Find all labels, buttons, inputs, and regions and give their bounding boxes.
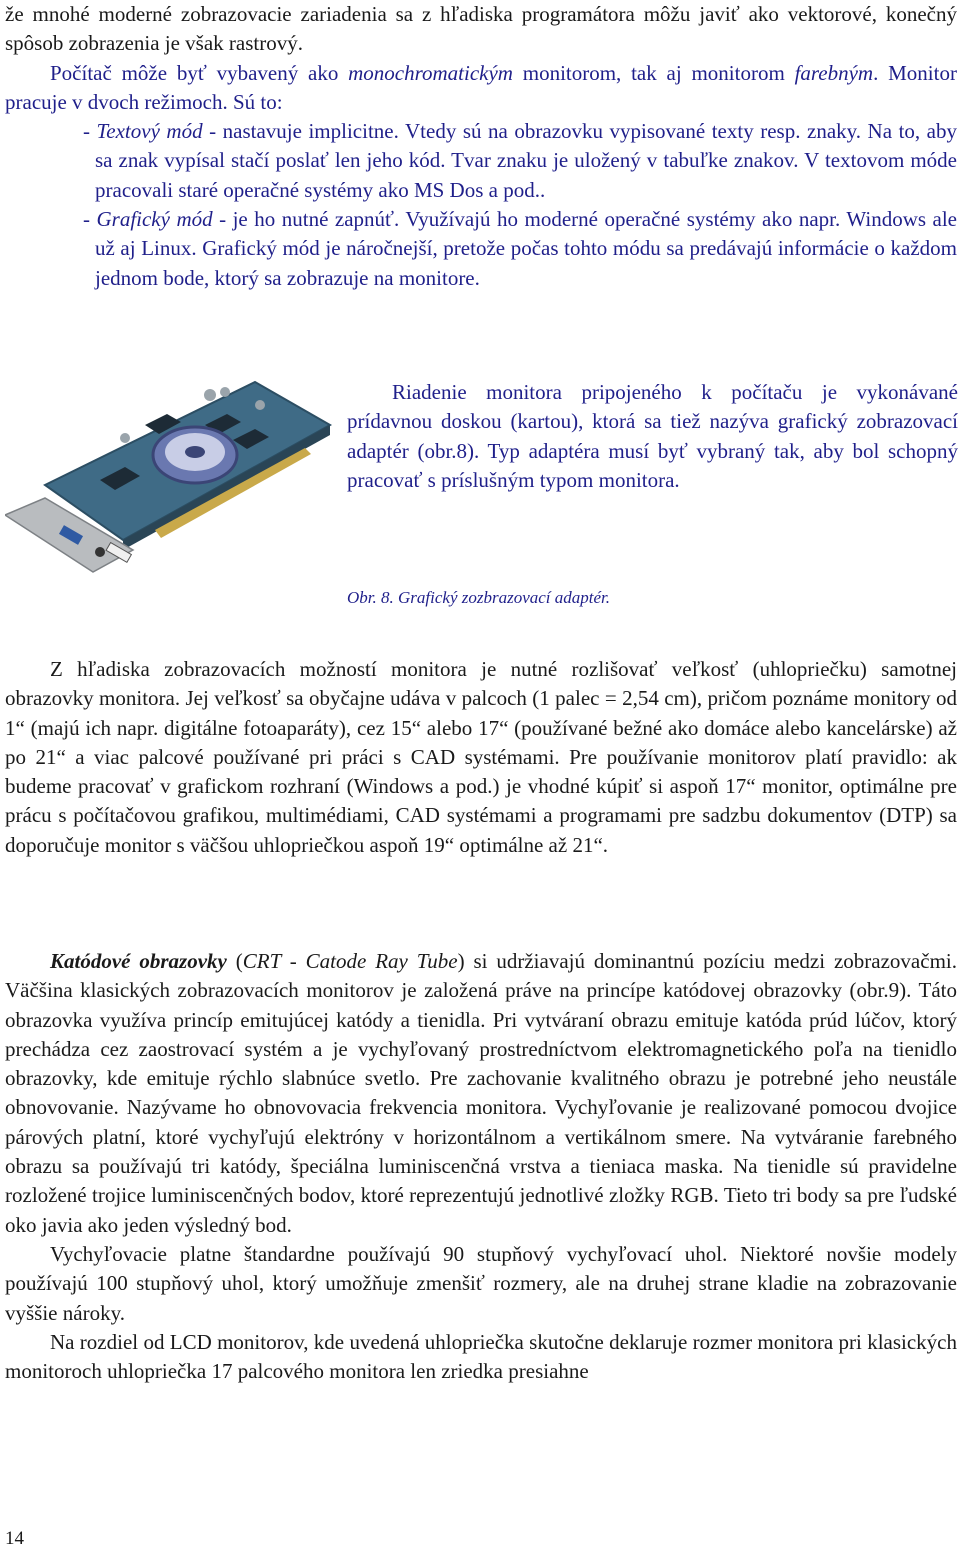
modes-intro-paragraph	[5, 59, 957, 118]
crt-paragraph	[5, 947, 957, 1240]
crt-abbreviation: CRT - Catode Ray Tube	[242, 949, 458, 973]
graphics-card-illustration	[5, 380, 335, 575]
intro-line: že mnohé moderné zobrazovacie zariadenia sa z hľadiska programátora môžu javiť ako vektorové, konečný spôsob zobrazenia je však rastrový.	[5, 2, 957, 56]
screen-size-paragraph: Z hľadiska zobrazovacích možností monitora je nutné rozlišovať veľkosť (uhlopriečku) samotnej obrazovky monitora. Jej veľkosť sa obyčajne udáva v palcoch (1 palec = 2,54 cm), pričom poznáme monitory od 1“ (majú ich napr. digitálne fotoaparáty), cez 15“ alebo 17“ (používané bežné ako domáce alebo kancelárske) až po 21“ a viac palcové používané pri práci s CAD systémami. Pre používanie monitorov platí pravidlo: ak budeme pracovať v grafickom rozhraní (Windows a pod.) je vhodné kúpiť si aspoň 17“ monitor, optimálne pre prácu s počítačovou grafikou, multimédiami, CAD systémami a programami pre sadzbu dokumentov (DTP) sa doporučuje monitor s väčšou uhlopriečkou aspoň 19“ optimálne až 21“.	[5, 657, 957, 857]
lcd-comparison-paragraph: Na rozdiel od LCD monitorov, kde uvedená uhlopriečka skutočne deklaruje rozmer monitora pri klasických monitoroch uhlopriečka 17 palcového monitora len zriedka presiahne	[5, 1329, 957, 1384]
text-mode-description: - nastavuje implicitne. Vtedy sú na obrazovku vypisované texty resp. znaky. Na to, aby sa znak vypísal stačí poslať len jeho kód. Tvar znaku je uložený v tabuľke znakov. V textovom móde pracovali staré operačné systémy ako MS Dos a pod..	[95, 119, 957, 202]
graphic-mode-term: Grafický mód	[96, 207, 213, 232]
screen-size-section	[5, 655, 957, 860]
text-mode-dash: -	[83, 119, 97, 144]
color-term: farebným	[794, 60, 874, 85]
page-number: 14	[5, 1528, 24, 1549]
graphic-mode-dash: -	[83, 207, 97, 232]
graphic-mode-item	[5, 205, 957, 293]
modes-intro-text-a: Počítač môže byť vybavený ako	[50, 60, 349, 85]
crt-text: ) si udržiavajú dominantnú pozíciu medzi zobrazovačmi. Väčšina klasických zobrazovacích monitorov je založená práve na princípe katódovej obrazovky (obr.9). Táto obrazovka využíva princíp emitujúcej katódy a tienidla. Pri vytváraní obrazu emituje katóda prúd lúčov, ktorý prechádza cez zaostrovací systém a je vychyľovaný prostredníctvom elektromagnetického poľa na tienidlo obrazovky, kde emituje rýchlo slabnúce svetlo. Pre zachovanie kvalitného obrazu je potrebné jeho neustále obnovovanie. Nazývame ho obnovovacia frekvencia monitora. Vychyľovanie je realizované pomocou dvojice párových platní, ktoré vychyľujú elektróny v horizontálnom a vertikálnom smere. Na vytváranie farebného obrazu sa používajú tri katódy, špeciálna luminiscenčná vrstva a tieniaca maska. Na tienidle sú pravidelne rozložené trojice luminiscenčných bodov, ktoré reprezentujú jednotlivé zložky RGB. Tieto tri body sa pre ľudské oko javia ako jeden výsledný bod.	[5, 949, 957, 1237]
graphics-card-image	[5, 380, 335, 575]
monochrome-term: monochromatickým	[348, 60, 513, 85]
modes-intro-text-c: . Monitor pracuje v dvoch režimoch. Sú to:	[5, 60, 957, 114]
graphic-mode-description: - je ho nutné zapnúť. Využívajú ho moderné operačné systémy ako napr. Windows ale už aj Linux. Grafický mód je náročnejší, pretože počas tohto módu sa predávajú informácie o každom jednom bode, ktorý sa zobrazuje na monitore.	[95, 207, 957, 290]
crt-term: Katódové obrazovky	[50, 949, 227, 973]
figure-caption: Obr. 8. Grafický zozbrazovací adaptér.	[347, 588, 611, 607]
intro-section	[5, 0, 957, 293]
text-mode-item	[5, 117, 957, 205]
deflection-paragraph: Vychyľovacie platne štandardne používajú 90 stupňový vychyľovací uhol. Niektoré novšie modely používajú 100 stupňový uhol, ktorý umožňuje zmenšiť rozmery, ale na druhej strane kladie na zobrazovanie vyššie nároky.	[5, 1241, 957, 1325]
adapter-description: Riadenie monitora pripojeného k počítaču je vykonávané prídavnou doskou (kartou), ktorá sa tiež nazýva grafický zobrazovací adaptér (obr.8). Typ adaptéra musí byť vybraný tak, aby bol schopný pracovať s príslušným typom monitora.	[347, 380, 958, 492]
text-mode-term: Textový mód	[96, 119, 203, 144]
modes-intro-text-b: monitorom, tak aj monitorom	[512, 60, 795, 85]
crt-section	[5, 947, 957, 1386]
crt-open-paren: (	[226, 949, 243, 973]
